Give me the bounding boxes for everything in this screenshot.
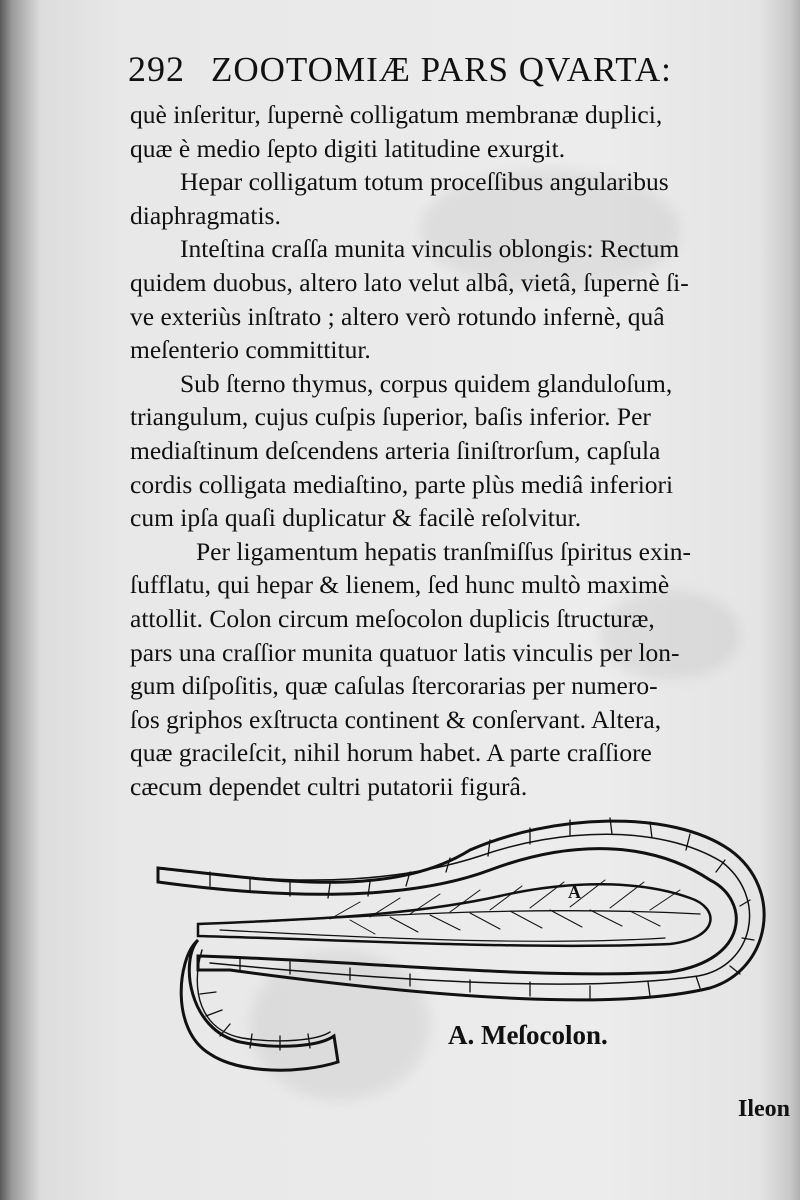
text-line: diaphragmatis. [130, 200, 281, 230]
text-line: Inteſtina craſſa munita vinculis oblongis: Rectum [180, 234, 680, 264]
figure-label-a: A [568, 882, 581, 902]
text-line: cæcum dependet cultri putatorii figurâ. [130, 771, 528, 801]
text-line: meſenterio committitur. [130, 335, 371, 365]
page-number: 292 [128, 49, 185, 89]
text-line: gum diſpoſitis, quæ caſulas ſtercorarias per numero- [130, 671, 658, 701]
running-header [128, 48, 778, 90]
text-line: pars una craſſior munita quatuor latis vinculis per lon- [130, 637, 680, 667]
running-title: ZOOTOMIÆ PARS QVARTA: [211, 50, 672, 89]
body-text [130, 98, 780, 803]
figure-caption: A. Meſocolon. [448, 1020, 608, 1050]
text-line: attollit. Colon circum meſocolon duplicis ſtructuræ, [130, 603, 655, 633]
text-line: què inſeritur, ſupernè colligatum membranæ duplici, [130, 100, 663, 129]
text-line: quæ è medio ſepto digiti latitudine exurgit. [130, 133, 566, 163]
text-line: Hepar colligatum totum proceſſibus angularibus [180, 167, 669, 197]
text-line: quidem duobus, altero lato velut albâ, vietâ, ſupernè ſi- [130, 267, 689, 297]
text-line: triangulum, cujus cuſpis ſuperior, baſis inferior. Per [130, 402, 651, 432]
text-line: ſufflatu, qui hepar & lienem, ſed hunc multò maximè [130, 570, 670, 600]
text-line: mediaſtinum deſcendens arteria ſiniſtrorſum, capſula [130, 435, 661, 465]
text-line: Sub ſterno thymus, corpus quidem glanduloſum, [180, 368, 673, 398]
text-line: Per ligamentum hepatis tranſmiſſus ſpiritus exin- [196, 536, 692, 566]
text-line: cum ipſa quaſi duplicatur & facilè reſolvitur. [130, 503, 582, 533]
text-line: ve exteriùs inſtrato ; altero verò rotundo infernè, quâ [130, 301, 665, 331]
catchword: Ileon [738, 1096, 791, 1122]
text-line: ſos griphos exſtructa continent & conſervant. Altera, [130, 704, 662, 734]
mesocolon-illustration [150, 810, 770, 1100]
text-line: quæ gracileſcit, nihil horum habet. A parte craſſiore [130, 738, 652, 768]
text-line: cordis colligata mediaſtino, parte plùs mediâ inferiori [130, 469, 674, 499]
